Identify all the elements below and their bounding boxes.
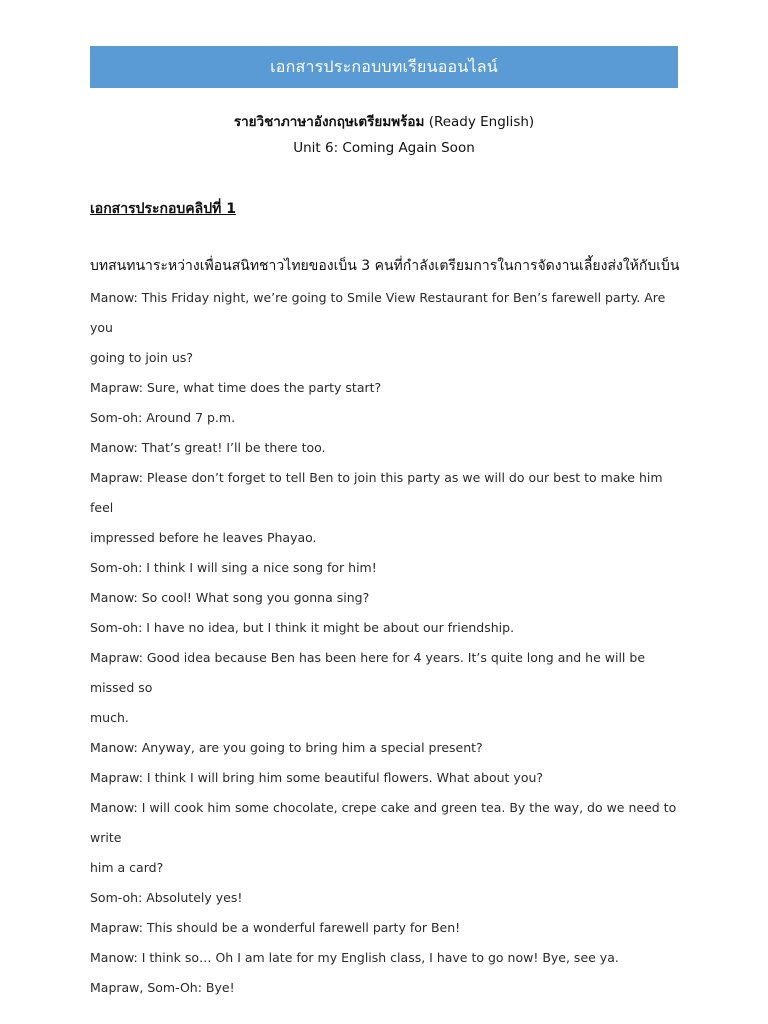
dialogue-line: him a card? [90, 860, 164, 875]
unit-title: Unit 6: Coming Again Soon [293, 140, 475, 156]
title-banner [90, 46, 678, 88]
dialogue-line: Mapraw: Good idea because Ben has been here for 4 years. It’s quite long and he will be missed so [90, 650, 646, 695]
subject-english: (Ready English) [428, 114, 535, 130]
dialogue-line: Mapraw, Som-Oh: Bye! [90, 980, 235, 995]
dialogue-line: Manow: I will cook him some chocolate, crepe cake and green tea. By the way, do we need to write [90, 800, 677, 845]
subject-title [90, 110, 678, 132]
subject-thai: รายวิชาภาษาอังกฤษเตรียมพร้อม [233, 114, 425, 130]
dialogue-line: Manow: I think so… Oh I am late for my English class, I have to go now! Bye, see ya. [90, 950, 619, 965]
section-heading: เอกสารประกอบคลิปที่ 1 [90, 201, 236, 217]
dialogue-line: Som-oh: Around 7 p.m. [90, 410, 236, 425]
dialogue-line: Som-oh: I have no idea, but I think it might be about our friendship. [90, 620, 515, 635]
banner-title: เอกสารประกอบบทเรียนออนไลน์ [270, 56, 498, 76]
dialogue-line: Som-oh: I think I will sing a nice song for him! [90, 560, 377, 575]
dialogue-line: Manow: That’s great! I’ll be there too. [90, 440, 326, 455]
dialogue-line: much. [90, 710, 129, 725]
dialogue-line: Manow: This Friday night, we’re going to Smile View Restaurant for Ben’s farewell party. Are you [90, 290, 666, 335]
dialogue-line: Mapraw: This should be a wonderful farewell party for Ben! [90, 920, 461, 935]
dialogue-line: impressed before he leaves Phayao. [90, 530, 317, 545]
dialogue-line: Mapraw: Please don’t forget to tell Ben to join this party as we will do our best to make him feel [90, 470, 663, 515]
dialogue-line: Manow: Anyway, are you going to bring him a special present? [90, 740, 483, 755]
dialogue-line: going to join us? [90, 350, 193, 365]
dialogue-line: Manow: So cool! What song you gonna sing? [90, 590, 370, 605]
intro-text: บทสนทนาระหว่างเพื่อนสนิทชาวไทยของเบ็น 3 คนที่กำลังเตรียมการในการจัดงานเลี้ยงส่งให้กับเบ็น [90, 258, 680, 274]
dialogue-line: Som-oh: Absolutely yes! [90, 890, 243, 905]
dialogue-list [90, 283, 680, 1003]
dialogue-line: Mapraw: I think I will bring him some beautiful flowers. What about you? [90, 770, 544, 785]
dialogue-line: Mapraw: Sure, what time does the party start? [90, 380, 382, 395]
